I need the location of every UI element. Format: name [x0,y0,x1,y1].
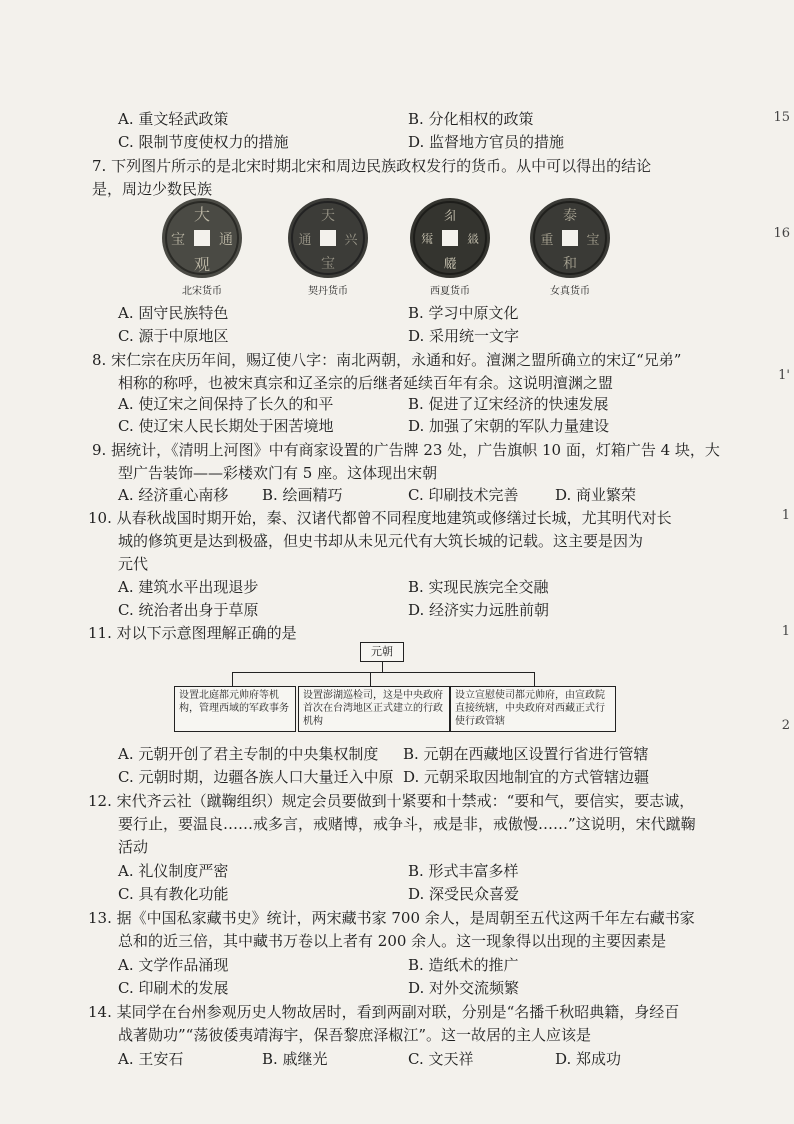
q11-option-b: B. 元朝在西藏地区设置行省进行管辖 [403,745,649,763]
diagram-box-taiwan: 设置澎湖巡检司，这是中央政府首次在台湾地区正式建立的行政机构 [298,686,450,732]
q13-option-c: C. 印刷术的发展 [118,979,229,997]
q10-option-b: B. 实现民族完全交融 [408,578,549,596]
q7-option-c: C. 源于中原地区 [118,327,229,345]
coin-icon [408,196,492,280]
q8-option-c: C. 使辽宋人民长期处于困苦境地 [118,417,334,435]
coin-jurchen [520,196,620,297]
coin-char-bottom: 𗆧 [443,257,457,272]
coin-char-right: 宝 [586,233,600,248]
q6-option-d: D. 监督地方官员的措施 [408,133,565,151]
q14-stem-line2: 战著勋功”“荡彼倭夷靖海宇，保吾黎庶泽椒江”。这一故居的主人应该是 [118,1026,592,1044]
coin-icon [286,196,370,280]
coin-char-top: 𗼃 [443,209,457,224]
margin-number: 2 [781,718,790,733]
q10-option-d: D. 经济实力远胜前朝 [408,601,550,619]
coin-char-top: 天 [321,208,335,224]
margin-number: 15 [773,110,790,125]
coin-char-top: 泰 [563,208,577,224]
margin-number: 1 [781,624,790,639]
margin-number: 16 [773,226,790,241]
q9-stem-line2: 型广告装饰——彩楼欢门有 5 座。这体现出宋朝 [118,464,438,482]
coin-char-bottom: 和 [563,256,577,272]
q8-option-a: A. 使辽宋之间保持了长久的和平 [118,395,334,413]
coin-label: 契丹货币 [308,286,348,297]
q6-option-c: C. 限制节度使权力的措施 [118,133,289,151]
q9-option-d: D. 商业繁荣 [555,486,637,504]
q10-stem-line1: 10. 从春秋战国时期开始，秦、汉诸代都曾不同程度地建筑或修缮过长城，尤其明代对长 [88,509,672,527]
coin-char-bottom: 宝 [321,256,335,272]
q7-option-b: B. 学习中原文化 [408,304,519,322]
coin-char-top: 大 [193,205,211,224]
q10-stem-line2: 城的修筑更是达到极盛，但史书却从未见元代有大筑长城的记载。这主要是因为 [118,532,644,550]
q12-option-d: D. 深受民众喜爱 [408,885,520,903]
q14-option-b: B. 戚继光 [262,1050,328,1068]
q7-option-a: A. 固守民族特色 [118,304,229,322]
q14-option-a: A. 王安石 [118,1050,184,1068]
coin-char-right: 𗤻 [466,232,480,246]
q10-stem-line3: 元代 [118,555,149,573]
q12-stem-line2: 要行止，要温良……戒多言，戒赌博，戒争斗，戒是非，戒傲慢……”这说明，宋代蹴鞠 [118,815,696,833]
coin-char-right: 通 [219,232,233,248]
q12-stem-line1: 12. 宋代齐云社（蹴鞠组织）规定会员要做到十紧要和十禁戒：“要和气，要信实，要志诚， [88,792,695,810]
coin-char-left: 重 [540,233,554,248]
coin-western-xia [400,196,500,297]
coin-icon [528,196,612,280]
q10-option-c: C. 统治者出身于草原 [118,601,259,619]
q9-option-b: B. 绘画精巧 [262,486,343,504]
q7-stem-line2: 是，周边少数民族 [92,180,213,198]
coin-char-bottom: 观 [193,255,211,274]
q14-option-d: D. 郑成功 [555,1050,622,1068]
q13-option-b: B. 造纸术的推广 [408,956,519,974]
q13-option-a: A. 文学作品涌现 [118,956,229,974]
q8-stem-line1: 8. 宋仁宗在庆历年间，赐辽使八字：南北两朝，永通和好。澶渊之盟所确立的宋辽“兄弟” [92,351,682,369]
coin-label: 女真货币 [550,286,590,297]
coin-char-right: 兴 [344,233,358,248]
q8-option-b: B. 促进了辽宋经济的快速发展 [408,395,609,413]
coin-char-left: 𗋕 [420,232,434,246]
q9-stem-line1: 9. 据统计，《清明上河图》中有商家设置的广告牌 23 处，广告旗帜 10 面，灯箱广告 4 块，大 [92,441,720,459]
q13-stem-line2: 总和的近三倍，其中藏书万卷以上者有 200 余人。这一现象得以出现的主要因素是 [118,932,667,950]
coin-char-left: 宝 [171,232,185,248]
q12-stem-line3: 活动 [118,838,149,856]
q10-option-a: A. 建筑水平出现退步 [118,578,259,596]
diagram-connector [382,662,383,672]
q7-stem-line1: 7. 下列图片所示的是北宋时期北宋和周边民族政权发行的货币。从中可以得出的结论 [92,157,652,175]
q11-option-c: C. 元朝时期，边疆各族人口大量迁入中原 [118,768,394,786]
coin-northern-song [152,196,252,297]
q11-stem: 11. 对以下示意图理解正确的是 [88,624,297,642]
q11-option-a: A. 元朝开创了君主专制的中央集权制度 [118,745,379,763]
q8-stem-line2: 相称的称呼，也被宋真宗和辽圣宗的后继者延续百年有余。这说明澶渊之盟 [118,374,614,392]
q6-option-b: B. 分化相权的政策 [408,110,534,128]
coin-char-left: 通 [298,233,312,248]
coin-icon [160,196,244,280]
coin-label: 北宋货币 [182,286,222,297]
q12-option-c: C. 具有教化功能 [118,885,229,903]
coin-khitan [278,196,378,297]
coin-label: 西夏货币 [430,286,470,297]
diagram-box-xiyu: 设置北庭都元帅府等机构，管理西域的军政事务 [174,686,296,732]
q12-option-a: A. 礼仪制度严密 [118,862,229,880]
q13-option-d: D. 对外交流频繁 [408,979,520,997]
q12-option-b: B. 形式丰富多样 [408,862,519,880]
q11-option-d: D. 元朝采取因地制宜的方式管辖边疆 [403,768,650,786]
q7-option-d: D. 采用统一文字 [408,327,520,345]
q6-option-a: A. 重文轻武政策 [118,110,229,128]
diagram-top-node: 元朝 [360,642,404,662]
q8-option-d: D. 加强了宋朝的军队力量建设 [408,417,610,435]
q13-stem-line1: 13. 据《中国私家藏书史》统计，两宋藏书家 700 余人，是周朝至五代这两千年左右藏书家 [88,909,695,927]
q14-option-c: C. 文天祥 [408,1050,474,1068]
diagram-connector [370,672,371,686]
diagram-connector [232,672,233,686]
q14-stem-line1: 14. 某同学在台州参观历史人物故居时，看到两副对联，分别是“名播千秋昭典籍，身经百 [88,1003,680,1021]
q9-option-c: C. 印刷技术完善 [408,486,519,504]
margin-number: 1' [778,368,790,383]
q9-option-a: A. 经济重心南移 [118,486,229,504]
diagram-box-tibet: 设立宣慰使司都元帅府，由宣政院直接统辖，中央政府对西藏正式行使行政管辖 [450,686,616,732]
diagram-connector [534,672,535,686]
margin-number: 1 [781,508,790,523]
diagram-connector [232,672,534,673]
